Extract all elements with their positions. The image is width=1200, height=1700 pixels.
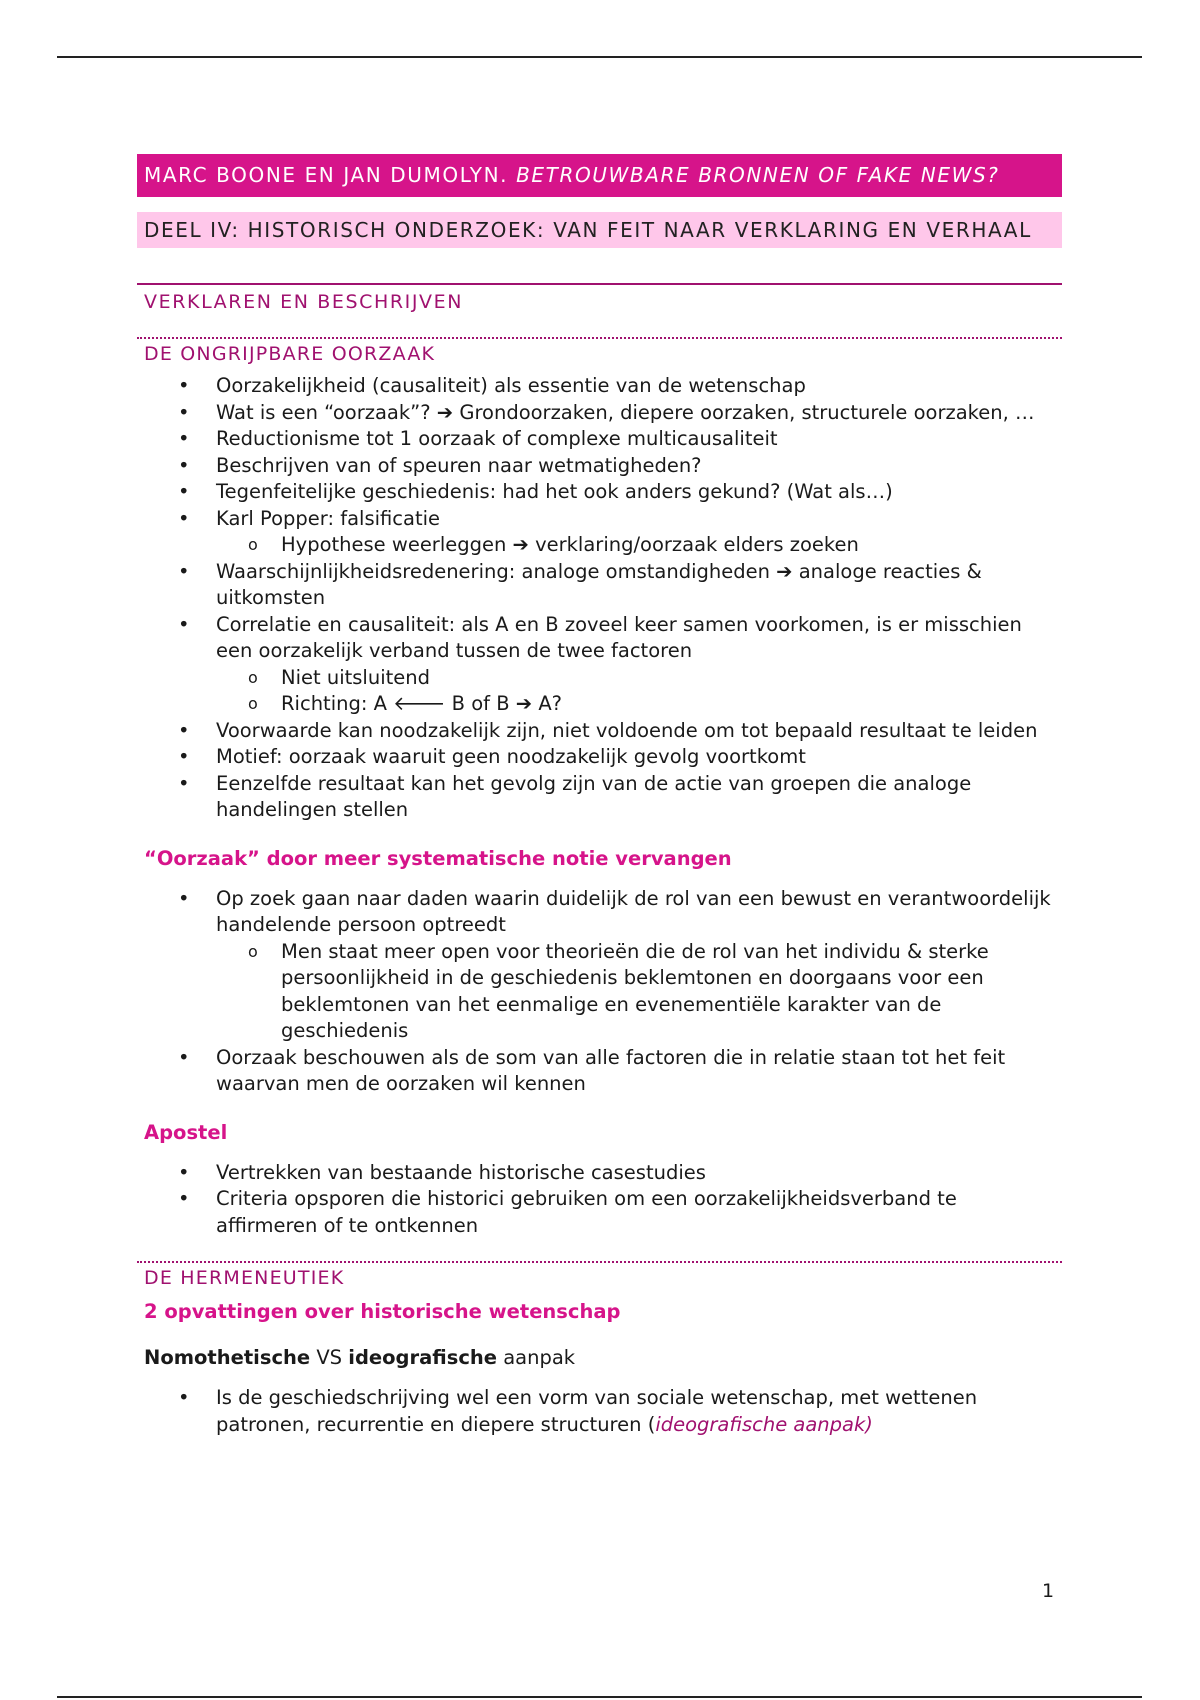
list-item-daden [137, 886, 1062, 1045]
list-item-text: Is de geschiedschrijving wel een vorm van sociale wetenschap, met wettenen patronen, recurrentie en diepere structuren ( [216, 1386, 978, 1436]
approach-rest: aanpak [497, 1346, 576, 1369]
list-item: • Criteria opsporen die historici gebruiken om een oorzakelijkheidsverband te affirmeren of te ontkennen [137, 1186, 1062, 1239]
document-body [137, 154, 1062, 1438]
header-rule [57, 56, 1142, 58]
list-item: • Tegenfeitelijke geschiedenis: had het ook anders gekund? (Wat als…) [137, 479, 1062, 506]
list-item: • Reductionisme tot 1 oorzaak of complexe multicausaliteit [137, 426, 1062, 453]
list-item: • Oorzaak beschouwen als de som van alle factoren die in relatie staan tot het feit waarvan men de oorzaken wil kennen [137, 1045, 1062, 1098]
approach-word-nomothetische: Nomothetische [144, 1346, 311, 1369]
heading-opvattingen: 2 opvattingen over historische wetenschap [144, 1300, 621, 1323]
list-item-popper [137, 506, 1062, 559]
list-item-text: Correlatie en causaliteit: als A en B zoveel keer samen voorkomen, is er misschien een oorzakelijk verband tussen de twee factoren [216, 612, 1022, 662]
subheading-ongrijpbare-oorzaak: DE ONGRIJPBARE OORZAAK [137, 337, 1062, 367]
list-item: • Wat is een “oorzaak”? ➔ Grondoorzaken, diepere oorzaken, structurele oorzaken, … [137, 400, 1062, 427]
part-heading: DEEL IV: HISTORISCH ONDERZOEK: VAN FEIT NAAR VERKLARING EN VERHAAL [137, 212, 1062, 248]
list-item: • Vertrekken van bestaande historische casestudies [137, 1160, 1062, 1187]
footer-rule [57, 1696, 1142, 1698]
list-item [137, 1385, 1062, 1438]
sublist-item: o Hypothese weerleggen ➔ verklaring/oorzaak elders zoeken [209, 532, 1062, 559]
vervangen-bullet-list [137, 886, 1062, 1098]
approach-vs: VS [310, 1346, 349, 1369]
heading-oorzaak-vervangen: “Oorzaak” door meer systematische notie vervangen [144, 846, 732, 870]
oorzaak-bullet-list [137, 373, 1062, 824]
list-item: • Waarschijnlijkheidsredenering: analoge omstandigheden ➔ analoge reacties & uitkomsten [137, 559, 1062, 612]
apostel-bullet-list [137, 1160, 1062, 1240]
hermeneutiek-bullet-list [137, 1385, 1062, 1438]
sublist-item: o Niet uitsluitend [209, 665, 1062, 692]
list-item: • Voorwaarde kan noodzakelijk zijn, niet voldoende om tot bepaald resultaat te leiden [137, 718, 1062, 745]
daden-sublist [209, 939, 1062, 1045]
document-title [137, 154, 1062, 197]
correlation-sublist [209, 665, 1062, 718]
page-number: 1 [1042, 1580, 1055, 1602]
list-item-correlation [137, 612, 1062, 718]
title-authors: MARC BOONE EN JAN DUMOLYN. [144, 163, 517, 187]
list-item-text: Op zoek gaan naar daden waarin duidelijk de rol van een bewust en verantwoordelijk handelende persoon optreedt [216, 886, 1051, 936]
list-item-text: Karl Popper: falsificatie [216, 506, 441, 530]
list-item: • Eenzelfde resultaat kan het gevolg zijn van de actie van groepen die analoge handelingen stellen [137, 771, 1062, 824]
popper-sublist [209, 532, 1062, 559]
list-item: • Oorzakelijkheid (causaliteit) als essentie van de wetenschap [137, 373, 1062, 400]
list-item: • Beschrijven van of speuren naar wetmatigheden? [137, 453, 1062, 480]
list-item-italic: ideografische aanpak) [655, 1412, 873, 1436]
subheading-hermeneutiek: DE HERMENEUTIEK [137, 1261, 1062, 1291]
title-book: BETROUWBARE BRONNEN OF FAKE NEWS? [516, 163, 1000, 187]
section-heading-verklaren: VERKLAREN EN BESCHRIJVEN [137, 283, 1062, 315]
sublist-item: o Richting: A 🡐 B of B ➔ A? [209, 691, 1062, 718]
list-item: • Motief: oorzaak waaruit geen noodzakelijk gevolg voortkomt [137, 744, 1062, 771]
heading-apostel: Apostel [144, 1120, 228, 1144]
approach-line [137, 1345, 1062, 1371]
sublist-item: o Men staat meer open voor theorieën die de rol van het individu & sterke persoonlijkheid in de geschiedenis beklemtonen en doorgaans voor een beklemtonen van het eenmalige en evenementiële karakter van de geschiedenis [209, 939, 1062, 1045]
approach-word-ideografische: ideografische [348, 1346, 497, 1369]
